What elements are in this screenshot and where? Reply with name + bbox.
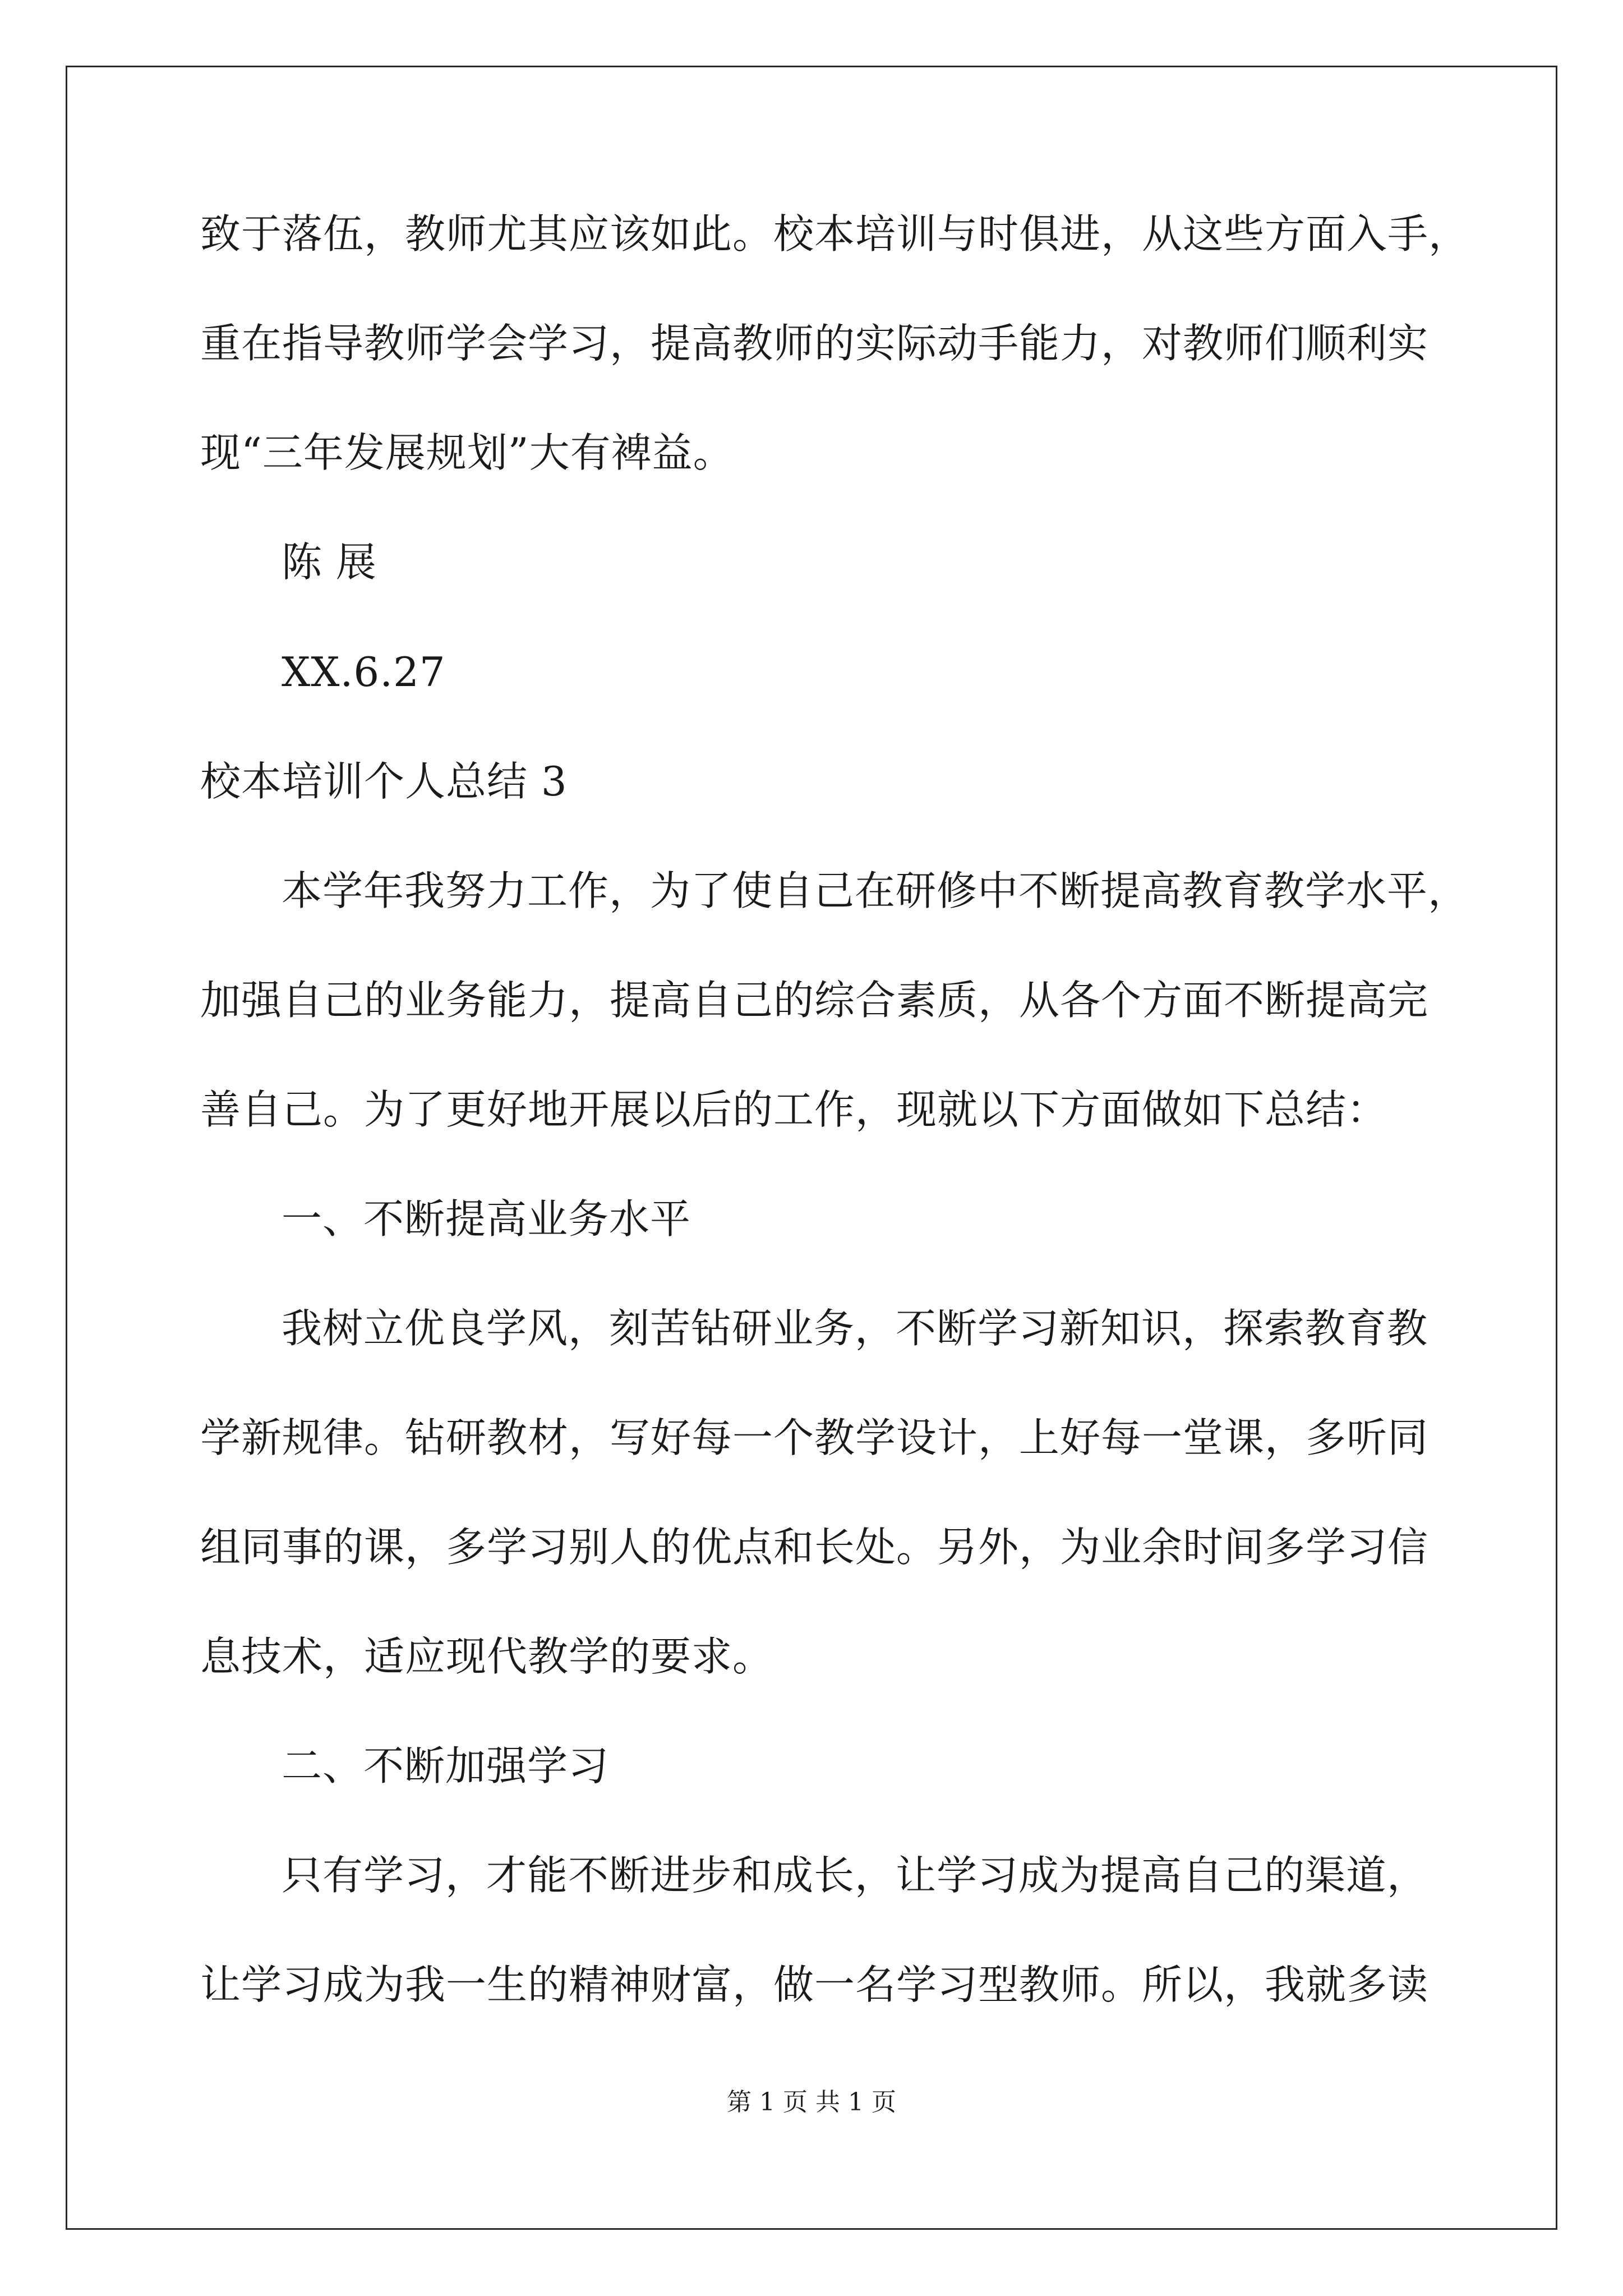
text-line: 加强自己的业务能力，提高自己的综合素质，从各个方面不断提高完 [200,977,1429,1024]
text-line: 只有学习，才能不断进步和成长，让学习成为提高自己的渠道， [282,1852,1428,1899]
subheading: 一、不断提高业务水平 [282,1195,691,1243]
text-line: 本学年我努力工作，为了使自己在研修中不断提高教育教学水平， [282,867,1469,914]
text-line: 组同事的课，多学习别人的优点和长处。另外，为业余时间多学习信 [200,1524,1429,1571]
subheading: 二、不断加强学习 [282,1742,610,1789]
text-line: 让学习成为我一生的精神财富，做一名学习型教师。所以，我就多读 [200,1961,1429,2008]
text-line: 我树立优良学风，刻苦钻研业务，不断学习新知识，探索教育教 [282,1305,1428,1352]
text-line: 善自己。为了更好地开展以后的工作，现就以下方面做如下总结： [200,1086,1388,1133]
signature-name: 陈 展 [282,539,377,586]
text-line: 息技术，适应现代教学的要求。 [200,1633,774,1680]
signature-date: XX.6.27 [282,648,446,696]
page-number-footer: 第 1 页 共 1 页 [727,2088,896,2116]
page-frame [66,66,1557,2230]
text-line: 致于落伍，教师尤其应该如此。校本培训与时俱进，从这些方面入手， [200,210,1470,257]
text-line: 学新规律。钻研教材，写好每一个教学设计，上好每一堂课，多听同 [200,1414,1429,1461]
text-line: 重在指导教师学会学习，提高教师的实际动手能力，对教师们顺利实 [200,320,1429,367]
text-line: 现“三年发展规划”大有裨益。 [200,429,734,476]
section-heading: 校本培训个人总结 3 [200,758,568,805]
